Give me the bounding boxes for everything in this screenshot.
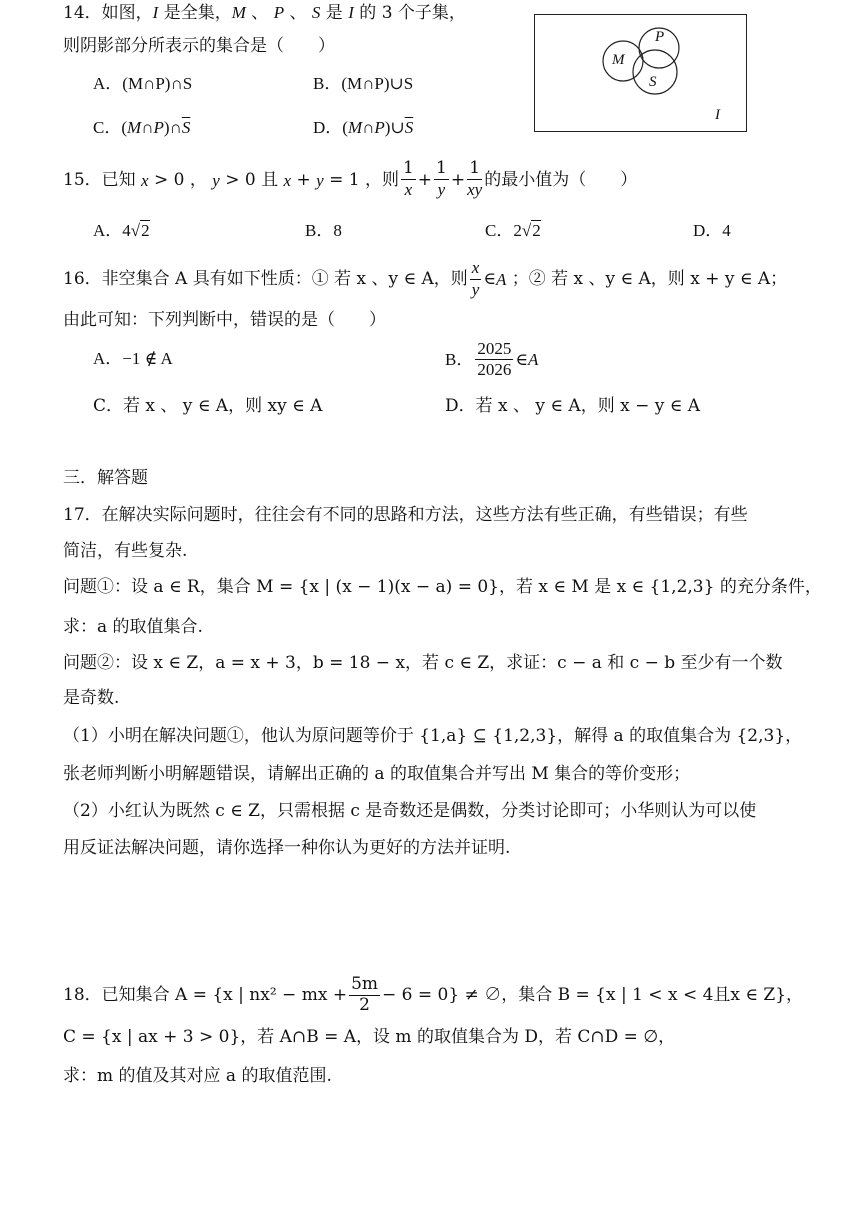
q15-stem: 15．已知 x > 0 ， y > 0 且 x + y = 1 ，则 $\frac{1}{x}$ + $\frac{1}{y}$ + $\frac{1}{xy}$ 的最小值为（ ） — [63, 158, 638, 199]
q17-problem1: 问题①：设 a ∈ R，集合 M = {x | (x − 1)(x − a) = 0}，若 x ∈ M 是 x ∈ {1,2,3} 的充分条件， — [63, 577, 822, 597]
q16-stem-line2: 由此可知：下列判断中，错误的是（ ） — [63, 310, 386, 330]
q15-option-c: C．2√2 — [485, 221, 541, 240]
q18-line2: C = {x | ax + 3 > 0}，若 A∩B = A，设 m 的取值集合为 D，若 C∩D = ∅， — [63, 1027, 676, 1047]
q15-option-a: A．4√2 — [93, 221, 150, 240]
q14-stem-line1: 14．如图，I 是全集，M 、 P 、 S 是 I 的 3 个子集， — [63, 3, 466, 23]
q18-line3: 求：m 的值及其对应 a 的取值范围. — [63, 1066, 332, 1086]
q14-option-b: B．(M∩P)∪S — [313, 74, 414, 93]
q16-option-d: D．若 x 、 y ∈ A，则 x − y ∈ A — [445, 396, 701, 416]
q14-option-c: C．$(M\cap P)\cap\overline{S}$ — [93, 118, 191, 137]
q17-problem2: 问题②：设 x ∈ Z，a = x + 3，b = 18 − x，若 c ∈ Z，求证：c − a 和 c − b 至少有一个数 — [63, 653, 783, 673]
section-heading: 三．解答题 — [63, 468, 148, 488]
venn-label-p: P — [655, 29, 665, 45]
q15-option-d: D．4 — [693, 221, 731, 240]
q17-line8: 张老师判断小明解题错误，请解出正确的 a 的取值集合并写出 M 集合的等价变形； — [63, 764, 691, 784]
q14-stem-line2: 则阴影部分所表示的集合是（ ） — [63, 36, 335, 56]
q17-line4: 求：a 的取值集合. — [63, 617, 203, 637]
venn-label-i: I — [715, 107, 720, 123]
q18-line1: 18．已知集合 A = {x | nx² − mx + $\frac{5m}{2}$ − 6 = 0} ≠ ∅，集合 B = {x | 1 < x < 4且x ∈ Z}， — [63, 973, 804, 1015]
q17-line2: 简洁，有些复杂. — [63, 541, 188, 561]
q14-option-a: A．(M∩P)∩S — [93, 74, 193, 93]
venn-diagram — [534, 14, 747, 132]
q16-stem: 16．非空集合 A 具有如下性质：① 若 x 、y ∈ A，则 $\frac{x}{y}$ ∈ A ；② 若 x 、y ∈ A，则 x + y ∈ A； — [63, 257, 788, 299]
q17-line10: 用反证法解决问题，请你选择一种你认为更好的方法并证明. — [63, 838, 511, 858]
venn-label-m: M — [612, 52, 625, 68]
q15-option-b: B．8 — [305, 221, 342, 240]
q17-line6: 是奇数. — [63, 688, 120, 708]
q17-part2: （2）小红认为既然 c ∈ Z，只需根据 c 是奇数还是偶数，分类讨论即可；小华则认为可以使 — [63, 801, 757, 821]
q16-option-b: B． $\frac{2025}{2026}$ ∈ A — [445, 338, 539, 379]
q17-part1: （1）小明在解决问题①，他认为原问题等价于 {1,a} ⊆ {1,2,3}，解得 a 的取值集合为 {2,3}， — [63, 726, 803, 746]
q16-option-a: A．−1 ∉ A — [93, 349, 173, 368]
q16-option-c: C．若 x 、 y ∈ A，则 xy ∈ A — [93, 396, 323, 416]
q14-option-d: D．$(M\cap P)\cup\overline{S}$ — [313, 118, 414, 137]
venn-label-s: S — [649, 74, 657, 90]
q17-line1: 17．在解决实际问题时，往往会有不同的思路和方法，这些方法有些正确，有些错误；有些 — [63, 505, 748, 525]
